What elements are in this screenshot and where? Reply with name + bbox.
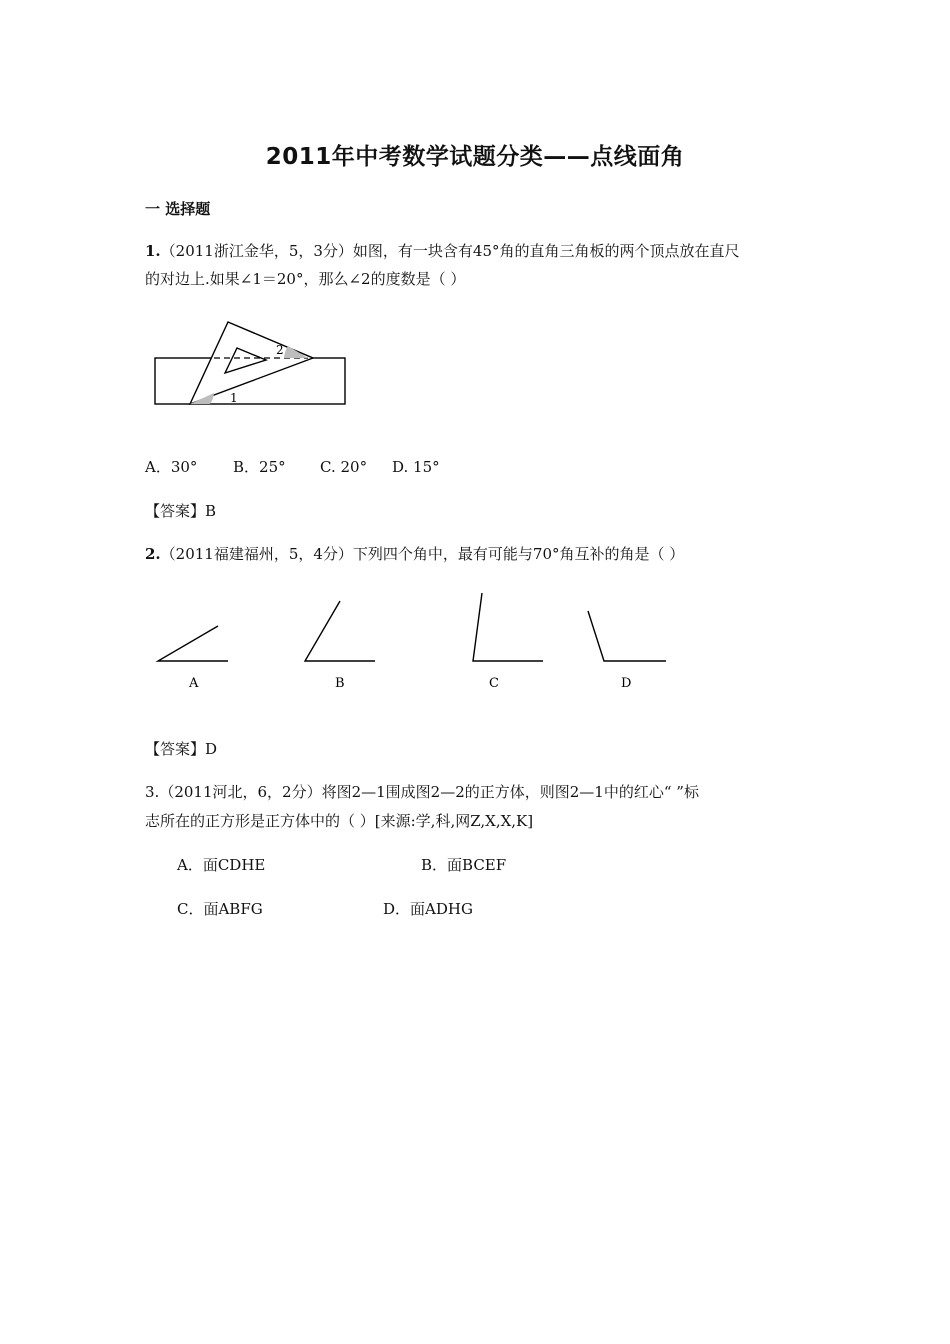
question-3-line1: （2011河北，6，2分）将图2—1围成图2—2的正方体，则图2—1中的红心“ ”标 <box>159 783 699 801</box>
q1-answer: 【答案】B <box>145 502 217 520</box>
q1-option-d: D. 15° <box>392 458 440 476</box>
q1-option-a: A．30° <box>145 458 198 476</box>
question-1-number: 1. <box>145 242 161 260</box>
question-2-number: 2. <box>145 545 161 563</box>
question-2-text: （2011福建福州，5，4分）下列四个角中，最有可能与70°角互补的角是（ ） <box>160 545 685 563</box>
question-3 <box>145 782 699 802</box>
angle-c-label: C <box>489 676 499 691</box>
section-heading: 一 选择题 <box>145 200 211 218</box>
q1-option-c: C. 20° <box>320 458 368 476</box>
question-3-number: 3. <box>145 783 160 801</box>
figure-ruler-triangle <box>150 318 360 410</box>
angle-d <box>588 611 666 661</box>
angle-d-label: D <box>621 676 632 691</box>
page-title: 2011年中考数学试题分类——点线面角 <box>265 144 685 170</box>
q2-answer: 【答案】D <box>145 740 218 758</box>
question-1-line2: 的对边上.如果∠1＝20°，那么∠2的度数是（ ） <box>145 270 466 288</box>
question-2 <box>145 544 684 564</box>
q3-option-d: D．面ADHG <box>383 900 473 918</box>
question-1-line1: （2011浙江金华，5，3分）如图，有一块含有45°角的直角三角板的两个顶点放在直尺 <box>160 242 740 260</box>
angle-a <box>158 626 228 661</box>
q3-option-b: B．面BCEF <box>421 856 507 874</box>
q3-option-a: A．面CDHE <box>177 856 266 874</box>
angle-1-label: 1 <box>230 391 238 405</box>
angle-b <box>305 601 375 661</box>
figure-four-angles <box>150 590 680 695</box>
question-3-line2: 志所在的正方形是正方体中的（ ）[来源:学,科,网Z,X,X,K] <box>145 812 534 830</box>
q3-option-c: C．面ABFG <box>177 900 263 918</box>
angle-b-label: B <box>335 676 345 691</box>
q1-option-b: B．25° <box>233 458 286 476</box>
angle-2-label: 2 <box>276 343 284 357</box>
angle-2-mark <box>284 346 308 358</box>
angle-c <box>473 593 543 661</box>
question-1 <box>145 241 740 261</box>
angle-a-label: A <box>189 676 199 691</box>
